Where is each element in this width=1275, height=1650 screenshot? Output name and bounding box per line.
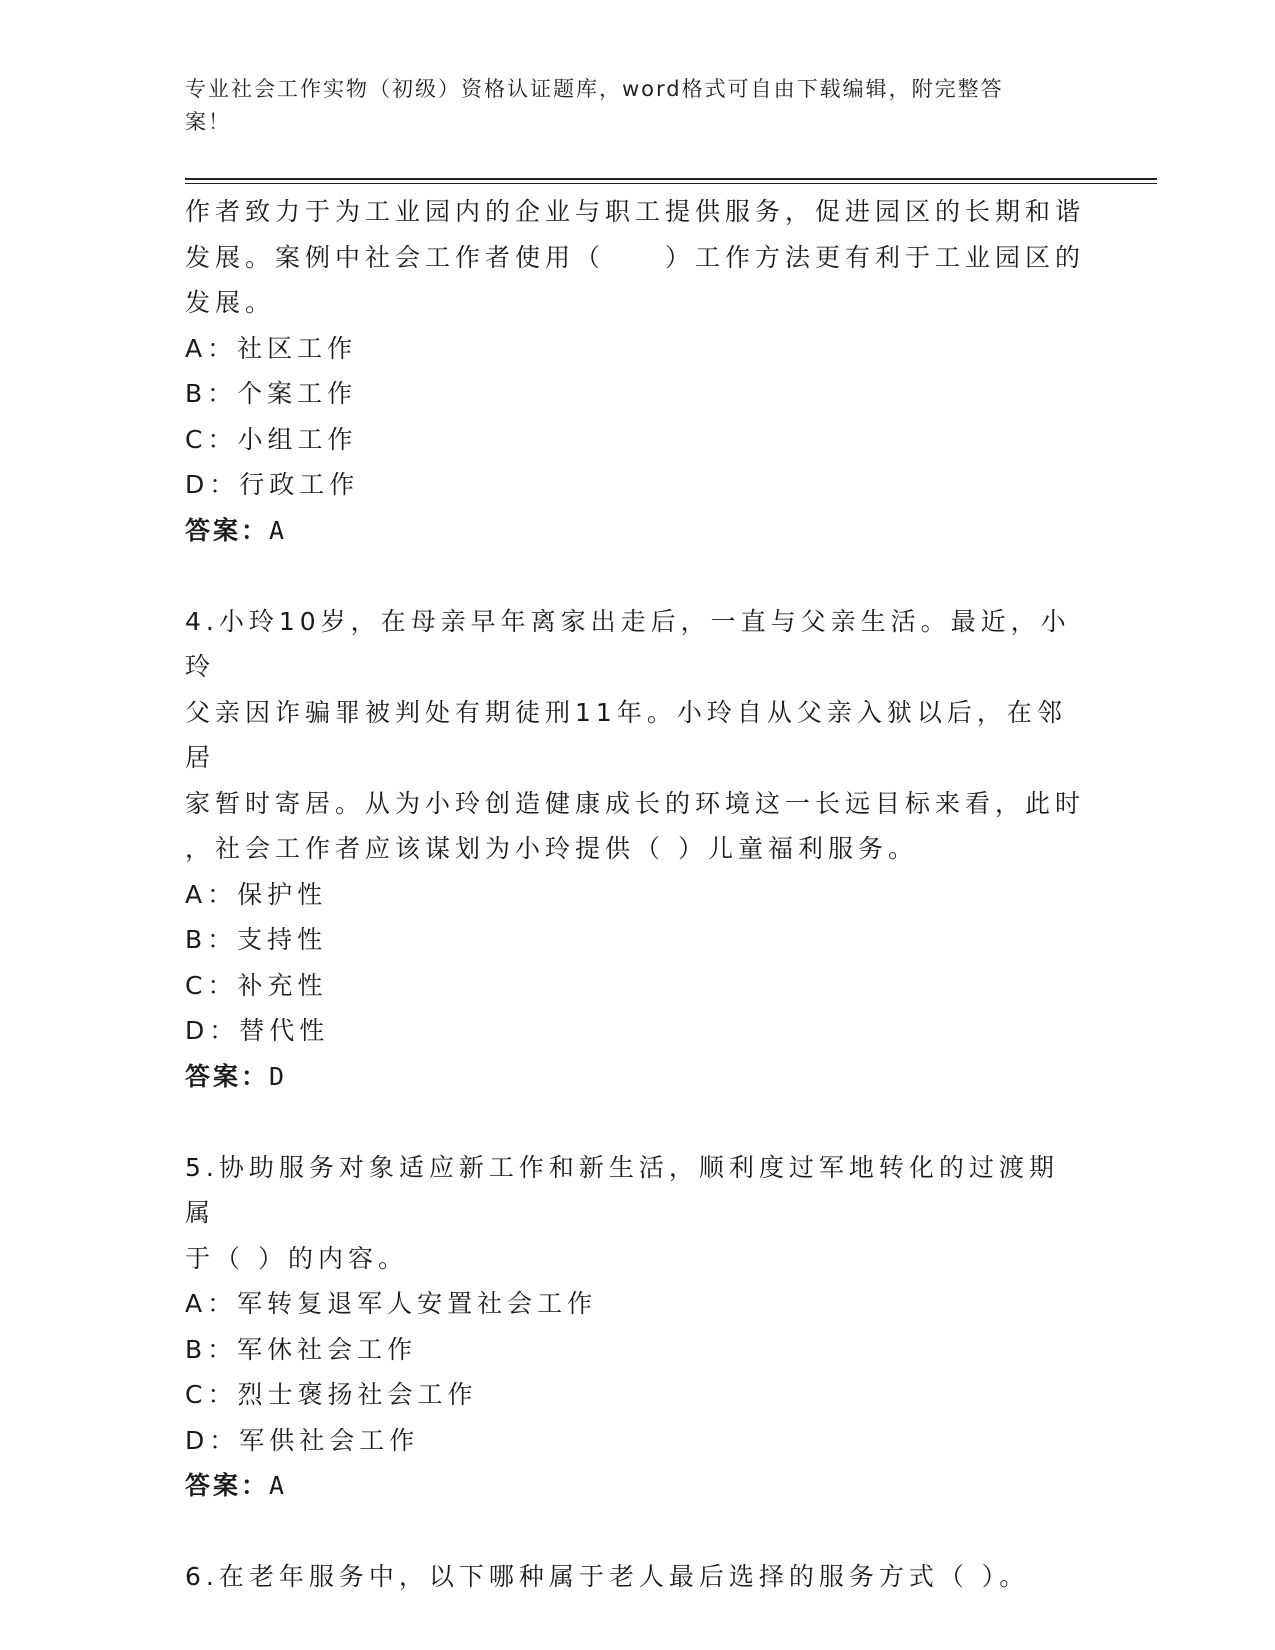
answer-label: 答案： [185, 515, 270, 545]
header-line-2: 案！ [185, 110, 231, 134]
question-3-answer [185, 508, 1085, 554]
question-3-option-d: D：行政工作 [185, 470, 360, 499]
question-3 [185, 189, 1085, 553]
answer-label: 答案： [185, 1061, 270, 1091]
spacer [185, 553, 1085, 599]
question-4-option-c: C：补充性 [185, 970, 328, 1000]
header-divider-thick [185, 178, 1157, 180]
question-4-option-b: B：支持性 [185, 925, 328, 954]
question-4-option-d: D：替代性 [185, 1016, 330, 1045]
question-4 [185, 599, 1085, 1100]
answer-value: D [269, 1061, 288, 1091]
question-list [185, 189, 1085, 1600]
question-3-line-3: 发展。 [185, 288, 276, 317]
question-4-line-3: 家暂时寄居。从为小玲创造健康成长的环境这一长远目标来看，此时 [185, 788, 1086, 818]
question-5-answer [185, 1463, 1085, 1509]
document-header [185, 73, 1065, 139]
header-divider-thin [185, 183, 1157, 184]
question-5 [185, 1145, 1085, 1509]
question-3-option-a: A：社区工作 [185, 333, 358, 363]
header-line-1: 专业社会工作实物（初级）资格认证题库，word格式可自由下载编辑，附完整答 [185, 77, 1004, 101]
question-3-line-2: 发展。案例中社会工作者使用（ ）工作方法更有利于工业园区的 [185, 242, 1086, 272]
question-5-option-a: A：军转复退军人安置社会工作 [185, 1289, 598, 1318]
question-3-option-c: C：小组工作 [185, 424, 358, 454]
question-5-line-2: 于（ ）的内容。 [185, 1243, 408, 1273]
question-5-option-c: C：烈士褒扬社会工作 [185, 1380, 478, 1409]
question-4-answer [185, 1054, 1085, 1100]
answer-label: 答案： [185, 1471, 270, 1500]
question-3-option-b: B：个案工作 [185, 379, 358, 408]
question-4-line-2: 父亲因诈骗罪被判处有期徒刑11年。小玲自从父亲入狱以后，在邻居 [185, 697, 1067, 772]
question-5-option-d: D：军供社会工作 [185, 1425, 420, 1455]
question-5-option-b: B：军休社会工作 [185, 1334, 418, 1364]
question-4-option-a: A：保护性 [185, 879, 328, 909]
spacer [185, 1099, 1085, 1145]
spacer [185, 1509, 1085, 1555]
question-4-line-4: ，社会工作者应该谋划为小玲提供（ ）儿童福利服务。 [185, 834, 918, 863]
question-6-line-1: 6.在老年服务中，以下哪种属于老人最后选择的服务方式（ ）。 [185, 1562, 1030, 1591]
question-5-line-1: 5.协助服务对象适应新工作和新生活，顺利度过军地转化的过渡期属 [185, 1152, 1059, 1227]
question-6 [185, 1554, 1085, 1600]
question-4-line-1: 4.小玲10岁，在母亲早年离家出走后，一直与父亲生活。最近，小玲 [185, 606, 1071, 681]
answer-value: A [269, 515, 288, 545]
question-3-line-1: 作者致力于为工业园内的企业与职工提供服务，促进园区的长期和谐 [185, 197, 1086, 226]
answer-value: A [269, 1471, 288, 1500]
